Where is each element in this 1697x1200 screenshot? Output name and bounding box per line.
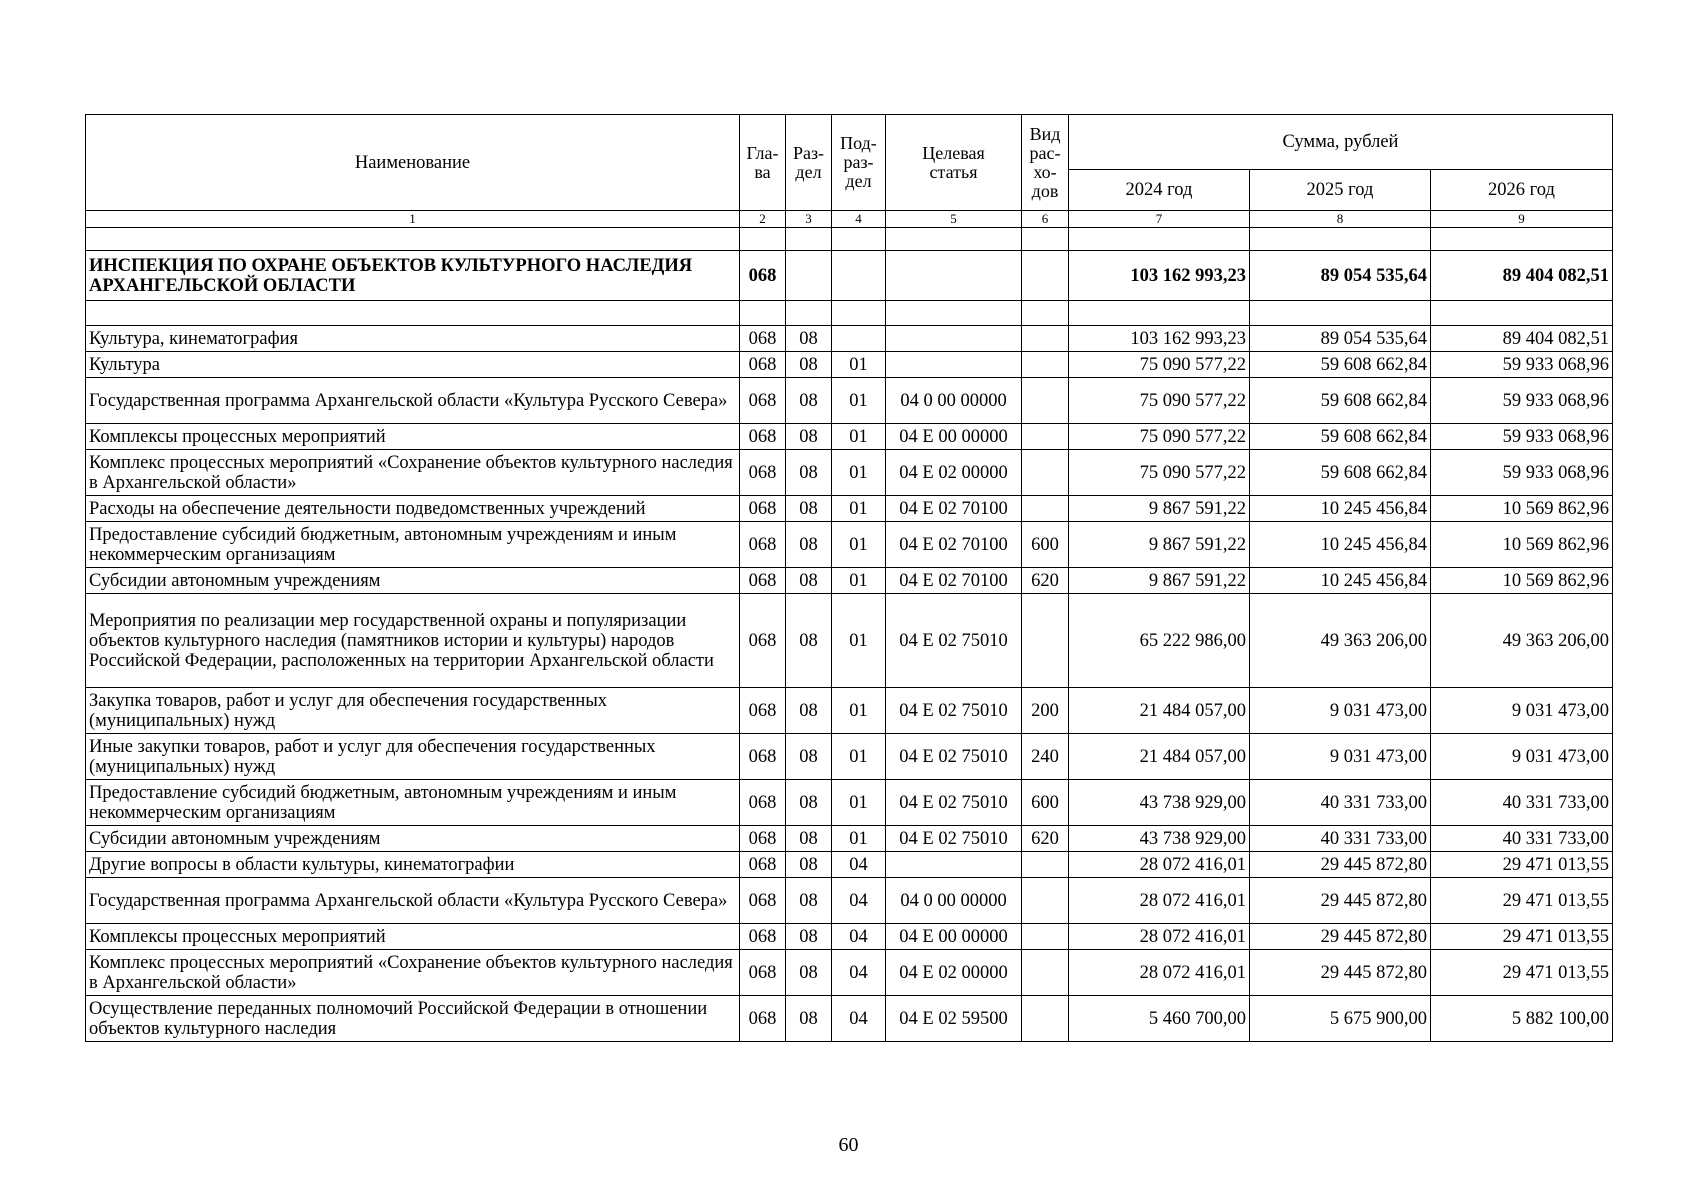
row-expense-type [1022,852,1069,878]
row-sum-2025: 29 445 872,80 [1250,852,1431,878]
row-name: Расходы на обеспечение деятельности подведомственных учреждений [86,496,740,522]
row-name: Комплексы процессных мероприятий [86,924,740,950]
row-sum-2025: 10 245 456,84 [1250,568,1431,594]
row-sum-2025: 29 445 872,80 [1250,924,1431,950]
row-podrazdel: 01 [832,594,886,688]
row-target-article: 04 Е 02 75010 [886,594,1022,688]
row-expense-type [1022,424,1069,450]
row-glava: 068 [740,450,786,496]
row-razdel: 08 [786,352,832,378]
row-target-article: 04 Е 02 59500 [886,996,1022,1042]
row-podrazdel: 04 [832,852,886,878]
page-number: 60 [838,1134,859,1156]
table-row [86,780,1613,826]
row-glava: 068 [740,852,786,878]
row-podrazdel: 04 [832,878,886,924]
row-expense-type [1022,326,1069,352]
row-razdel: 08 [786,950,832,996]
table-row [86,734,1613,780]
row-expense-type [1022,352,1069,378]
row-name: ИНСПЕКЦИЯ ПО ОХРАНЕ ОБЪЕКТОВ КУЛЬТУРНОГО НАСЛЕДИЯ АРХАНГЕЛЬСКОЙ ОБЛАСТИ [86,251,740,301]
row-sum-2026: 49 363 206,00 [1431,594,1613,688]
row-name: Осуществление переданных полномочий Российской Федерации в отношении объектов культурного наследия [86,996,740,1042]
row-podrazdel: 04 [832,950,886,996]
row-expense-type [1022,878,1069,924]
row-name: Культура, кинематография [86,326,740,352]
row-glava: 068 [740,826,786,852]
row-razdel: 08 [786,878,832,924]
row-name: Мероприятия по реализации мер государственной охраны и популяризации объектов культурного наследия (памятников истории и культуры) народов Российской Федерации, расположенных на территории Архангельской области [86,594,740,688]
row-sum-2026: 40 331 733,00 [1431,780,1613,826]
row-target-article: 04 0 00 00000 [886,878,1022,924]
row-sum-2024: 28 072 416,01 [1069,950,1250,996]
row-sum-2025: 10 245 456,84 [1250,496,1431,522]
row-podrazdel: 01 [832,378,886,424]
row-sum-2024: 43 738 929,00 [1069,826,1250,852]
row-sum-2025: 40 331 733,00 [1250,780,1431,826]
header-razdel: Раз- дел [786,115,832,211]
row-name: Культура [86,352,740,378]
row-glava: 068 [740,734,786,780]
header-expense-type: Вид рас- хо- дов [1022,115,1069,211]
row-sum-2024: 75 090 577,22 [1069,378,1250,424]
column-number: 6 [1022,211,1069,228]
row-sum-2025: 9 031 473,00 [1250,734,1431,780]
row-podrazdel: 01 [832,450,886,496]
column-number: 4 [832,211,886,228]
row-sum-2024: 43 738 929,00 [1069,780,1250,826]
table-row [86,424,1613,450]
row-sum-2025: 10 245 456,84 [1250,522,1431,568]
table-row [86,996,1613,1042]
row-podrazdel: 04 [832,996,886,1042]
row-sum-2025: 49 363 206,00 [1250,594,1431,688]
row-name: Предоставление субсидий бюджетным, автономным учреждениям и иным некоммерческим организациям [86,780,740,826]
header-year-2024: 2024 год [1069,170,1250,211]
row-sum-2026: 9 031 473,00 [1431,688,1613,734]
row-sum-2026: 89 404 082,51 [1431,251,1613,301]
column-number: 8 [1250,211,1431,228]
column-number: 9 [1431,211,1613,228]
row-sum-2025: 89 054 535,64 [1250,251,1431,301]
row-name: Другие вопросы в области культуры, кинематографии [86,852,740,878]
row-glava: 068 [740,352,786,378]
row-razdel: 08 [786,734,832,780]
row-sum-2026: 10 569 862,96 [1431,522,1613,568]
row-sum-2024: 75 090 577,22 [1069,352,1250,378]
row-sum-2024: 103 162 993,23 [1069,326,1250,352]
table-row-total [86,251,1613,301]
row-sum-2025: 89 054 535,64 [1250,326,1431,352]
row-sum-2026: 40 331 733,00 [1431,826,1613,852]
row-razdel: 08 [786,594,832,688]
row-target-article [886,251,1022,301]
row-podrazdel: 01 [832,496,886,522]
row-razdel: 08 [786,780,832,826]
row-sum-2024: 21 484 057,00 [1069,688,1250,734]
row-name: Государственная программа Архангельской области «Культура Русского Севера» [86,878,740,924]
row-sum-2024: 28 072 416,01 [1069,878,1250,924]
row-sum-2024: 28 072 416,01 [1069,852,1250,878]
header-glava: Гла- ва [740,115,786,211]
row-sum-2025: 29 445 872,80 [1250,878,1431,924]
row-target-article [886,352,1022,378]
row-sum-2026: 9 031 473,00 [1431,734,1613,780]
row-glava: 068 [740,251,786,301]
row-name: Иные закупки товаров, работ и услуг для обеспечения государственных (муниципальных) нужд [86,734,740,780]
header-name: Наименование [86,115,740,211]
row-expense-type [1022,378,1069,424]
row-expense-type [1022,950,1069,996]
column-number: 2 [740,211,786,228]
blank-row [86,301,1613,326]
row-razdel [786,251,832,301]
budget-table [85,114,1613,1042]
row-razdel: 08 [786,496,832,522]
row-expense-type [1022,924,1069,950]
row-sum-2024: 65 222 986,00 [1069,594,1250,688]
row-podrazdel: 01 [832,780,886,826]
row-sum-2025: 9 031 473,00 [1250,688,1431,734]
row-sum-2026: 29 471 013,55 [1431,950,1613,996]
row-target-article [886,852,1022,878]
table-row [86,378,1613,424]
column-number: 5 [886,211,1022,228]
row-sum-2024: 9 867 591,22 [1069,522,1250,568]
row-name: Государственная программа Архангельской области «Культура Русского Севера» [86,378,740,424]
row-glava: 068 [740,496,786,522]
row-target-article: 04 Е 02 75010 [886,826,1022,852]
row-glava: 068 [740,378,786,424]
row-sum-2026: 5 882 100,00 [1431,996,1613,1042]
table-row [86,878,1613,924]
row-razdel: 08 [786,424,832,450]
row-sum-2024: 21 484 057,00 [1069,734,1250,780]
table-row [86,852,1613,878]
row-razdel: 08 [786,924,832,950]
table-row [86,594,1613,688]
column-number: 3 [786,211,832,228]
row-sum-2025: 29 445 872,80 [1250,950,1431,996]
row-target-article: 04 Е 02 00000 [886,450,1022,496]
row-sum-2026: 10 569 862,96 [1431,568,1613,594]
row-sum-2026: 29 471 013,55 [1431,852,1613,878]
row-expense-type [1022,996,1069,1042]
row-sum-2024: 75 090 577,22 [1069,450,1250,496]
row-target-article: 04 Е 02 75010 [886,780,1022,826]
row-podrazdel: 01 [832,568,886,594]
header-podrazdel: Под- раз- дел [832,115,886,211]
table-row [86,568,1613,594]
row-podrazdel: 01 [832,734,886,780]
row-podrazdel: 01 [832,826,886,852]
row-glava: 068 [740,878,786,924]
row-target-article: 04 Е 02 00000 [886,950,1022,996]
row-sum-2026: 59 933 068,96 [1431,450,1613,496]
table-row [86,522,1613,568]
row-podrazdel [832,326,886,352]
row-name: Субсидии автономным учреждениям [86,568,740,594]
column-number: 1 [86,211,740,228]
row-target-article [886,326,1022,352]
row-glava: 068 [740,688,786,734]
row-sum-2026: 59 933 068,96 [1431,424,1613,450]
row-sum-2025: 5 675 900,00 [1250,996,1431,1042]
header-year-2025: 2025 год [1250,170,1431,211]
row-podrazdel: 01 [832,352,886,378]
row-expense-type: 200 [1022,688,1069,734]
row-razdel: 08 [786,522,832,568]
row-expense-type: 600 [1022,522,1069,568]
row-name: Закупка товаров, работ и услуг для обеспечения государственных (муниципальных) нужд [86,688,740,734]
row-target-article: 04 Е 02 70100 [886,568,1022,594]
row-sum-2026: 59 933 068,96 [1431,378,1613,424]
row-glava: 068 [740,326,786,352]
row-razdel: 08 [786,688,832,734]
row-glava: 068 [740,924,786,950]
row-sum-2025: 59 608 662,84 [1250,378,1431,424]
row-target-article: 04 Е 00 00000 [886,424,1022,450]
row-expense-type [1022,496,1069,522]
row-sum-2024: 28 072 416,01 [1069,924,1250,950]
table-row [86,924,1613,950]
row-name: Комплекс процессных мероприятий «Сохранение объектов культурного наследия в Архангельской области» [86,450,740,496]
row-sum-2024: 9 867 591,22 [1069,568,1250,594]
header-year-2026: 2026 год [1431,170,1613,211]
row-glava: 068 [740,424,786,450]
row-expense-type: 620 [1022,826,1069,852]
table-row [86,826,1613,852]
row-razdel: 08 [786,568,832,594]
row-target-article: 04 Е 02 75010 [886,688,1022,734]
row-name: Комплексы процессных мероприятий [86,424,740,450]
row-sum-2025: 40 331 733,00 [1250,826,1431,852]
row-podrazdel: 01 [832,424,886,450]
row-glava: 068 [740,594,786,688]
row-glava: 068 [740,568,786,594]
row-target-article: 04 Е 02 75010 [886,734,1022,780]
row-target-article: 04 Е 02 70100 [886,522,1022,568]
row-sum-2025: 59 608 662,84 [1250,352,1431,378]
row-sum-2024: 103 162 993,23 [1069,251,1250,301]
row-podrazdel: 01 [832,522,886,568]
row-podrazdel [832,251,886,301]
row-podrazdel: 04 [832,924,886,950]
row-sum-2025: 59 608 662,84 [1250,424,1431,450]
row-sum-2024: 75 090 577,22 [1069,424,1250,450]
row-glava: 068 [740,950,786,996]
row-razdel: 08 [786,826,832,852]
row-expense-type [1022,594,1069,688]
row-sum-2026: 29 471 013,55 [1431,924,1613,950]
table-row [86,352,1613,378]
row-expense-type [1022,251,1069,301]
table-row [86,450,1613,496]
row-expense-type: 600 [1022,780,1069,826]
row-razdel: 08 [786,326,832,352]
header-target-article: Целевая статья [886,115,1022,211]
row-target-article: 04 Е 00 00000 [886,924,1022,950]
row-razdel: 08 [786,450,832,496]
row-sum-2026: 10 569 862,96 [1431,496,1613,522]
row-name: Предоставление субсидий бюджетным, автономным учреждениям и иным некоммерческим организациям [86,522,740,568]
column-number: 7 [1069,211,1250,228]
row-razdel: 08 [786,378,832,424]
row-sum-2024: 5 460 700,00 [1069,996,1250,1042]
table-row [86,688,1613,734]
row-expense-type: 620 [1022,568,1069,594]
row-sum-2024: 9 867 591,22 [1069,496,1250,522]
row-sum-2026: 59 933 068,96 [1431,352,1613,378]
header-sum: Сумма, рублей [1069,115,1613,170]
row-podrazdel: 01 [832,688,886,734]
row-expense-type [1022,450,1069,496]
row-sum-2026: 29 471 013,55 [1431,878,1613,924]
row-razdel: 08 [786,852,832,878]
column-number-row [86,211,1613,228]
row-target-article: 04 Е 02 70100 [886,496,1022,522]
table-row [86,950,1613,996]
row-sum-2026: 89 404 082,51 [1431,326,1613,352]
row-razdel: 08 [786,996,832,1042]
row-glava: 068 [740,996,786,1042]
row-name: Комплекс процессных мероприятий «Сохранение объектов культурного наследия в Архангельской области» [86,950,740,996]
table-row [86,496,1613,522]
row-glava: 068 [740,780,786,826]
table-row [86,326,1613,352]
blank-row [86,228,1613,251]
row-name: Субсидии автономным учреждениям [86,826,740,852]
row-target-article: 04 0 00 00000 [886,378,1022,424]
row-sum-2025: 59 608 662,84 [1250,450,1431,496]
row-glava: 068 [740,522,786,568]
row-expense-type: 240 [1022,734,1069,780]
